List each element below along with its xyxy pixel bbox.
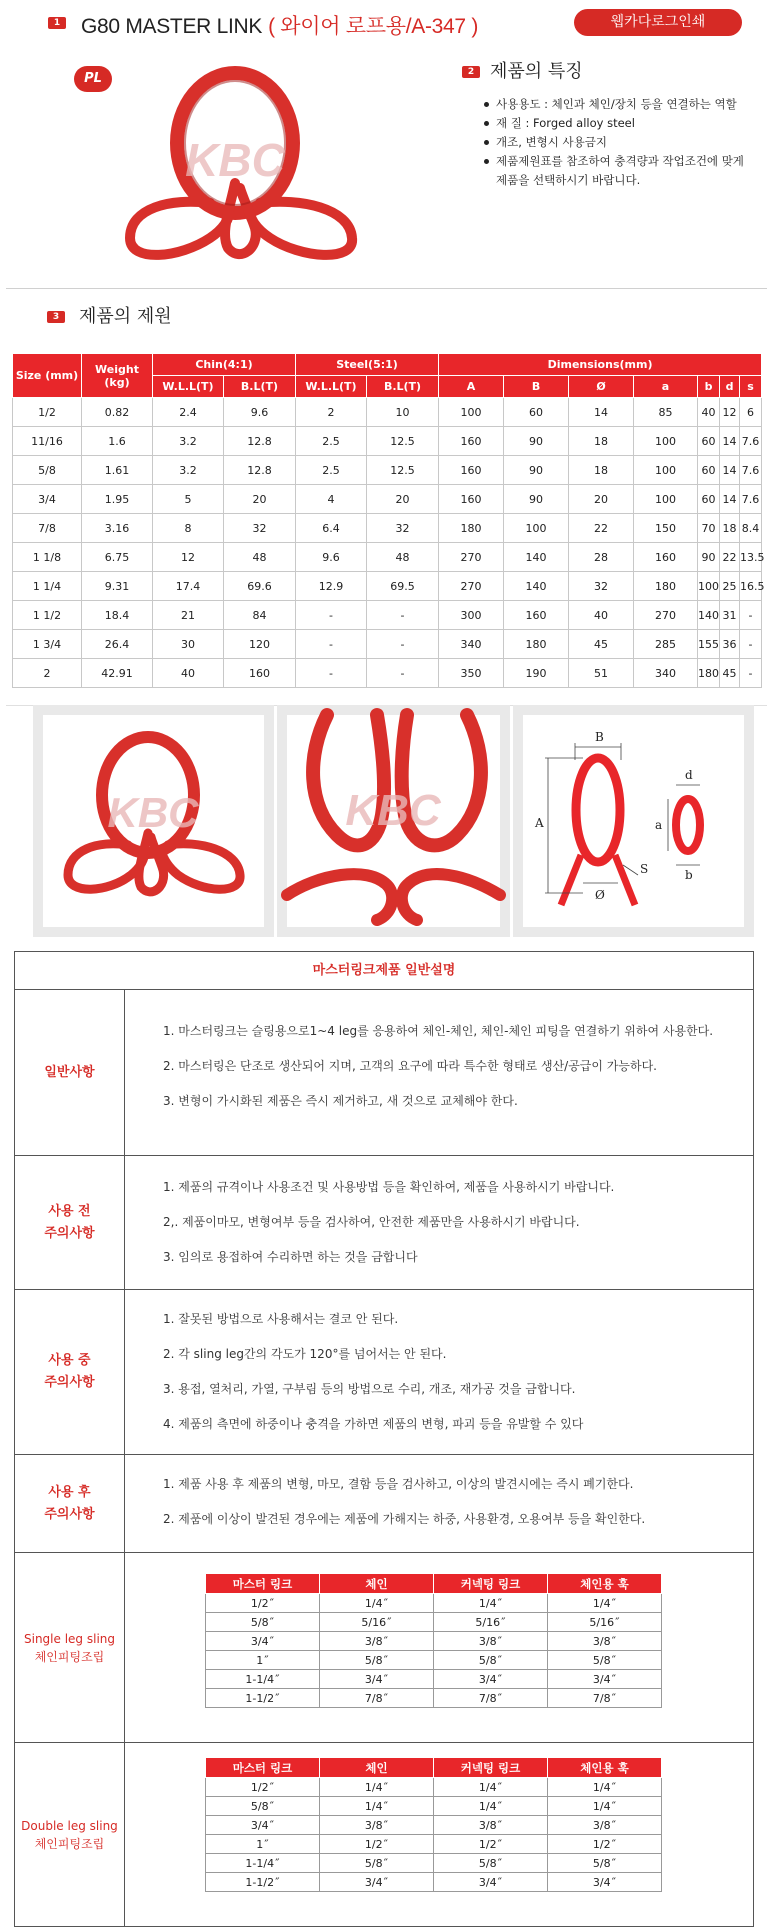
table-row <box>13 543 762 572</box>
table-row <box>13 572 762 601</box>
sling-header: 커넥팅 링크 <box>434 1758 548 1778</box>
table-cell: 180 <box>439 514 504 543</box>
photo-strip <box>0 705 773 945</box>
table-cell: 14 <box>720 485 740 514</box>
table-cell: 100 <box>698 572 720 601</box>
sling-header: 마스터 링크 <box>206 1758 320 1778</box>
desc-label: 사용 전 주의사항 <box>15 1156 125 1289</box>
table-cell: 140 <box>504 572 569 601</box>
table-cell: 285 <box>634 630 698 659</box>
desc-row-during-use <box>15 1290 753 1455</box>
table-cell: 190 <box>504 659 569 688</box>
table-row <box>206 1816 662 1835</box>
table-cell: 1-1/2˝ <box>206 1873 320 1892</box>
col-header-a: a <box>634 376 698 398</box>
table-row <box>13 659 762 688</box>
table-cell: 1/4˝ <box>320 1797 434 1816</box>
col-header-s: s <box>740 376 762 398</box>
master-link-photo <box>60 48 420 278</box>
feature-item: 재 질 : Forged alloy steel <box>482 114 772 133</box>
table-cell: 7.6 <box>740 456 762 485</box>
table-row <box>206 1873 662 1892</box>
desc-row-double-leg <box>15 1743 753 1926</box>
table-cell: 12.9 <box>296 572 367 601</box>
table-cell: 1/2 <box>13 398 82 427</box>
table-row <box>206 1670 662 1689</box>
photo-watermark: KBC <box>345 786 441 835</box>
single-leg-table <box>205 1573 662 1708</box>
table-cell: 10 <box>367 398 439 427</box>
table-cell: 155 <box>698 630 720 659</box>
table-row <box>206 1651 662 1670</box>
table-cell: 12 <box>153 543 224 572</box>
master-link-assembly-photo <box>43 715 264 927</box>
table-cell: 69.6 <box>224 572 296 601</box>
table-cell: 1.6 <box>82 427 153 456</box>
table-cell: 8 <box>153 514 224 543</box>
table-cell: 2.5 <box>296 427 367 456</box>
table-cell: 60 <box>698 427 720 456</box>
table-cell: 48 <box>224 543 296 572</box>
table-cell: 3.16 <box>82 514 153 543</box>
dimension-diagram <box>523 715 744 927</box>
table-cell: 5/8˝ <box>434 1854 548 1873</box>
table-cell: 3/8˝ <box>320 1816 434 1835</box>
table-cell: 140 <box>504 543 569 572</box>
title-subtitle: ( 와이어 로프용/A-347 ) <box>268 15 479 38</box>
col-header-size: Size (mm) <box>13 354 82 398</box>
table-cell: 85 <box>634 398 698 427</box>
col-header-steel-wll: W.L.L(T) <box>296 376 367 398</box>
table-cell: - <box>367 659 439 688</box>
table-row <box>206 1689 662 1708</box>
table-row <box>13 456 762 485</box>
table-cell: 3/4˝ <box>548 1670 662 1689</box>
table-cell: - <box>740 630 762 659</box>
table-cell: 5/8˝ <box>320 1651 434 1670</box>
desc-row-before-use <box>15 1156 753 1290</box>
table-cell: 69.5 <box>367 572 439 601</box>
table-cell: 270 <box>439 543 504 572</box>
table-cell: 350 <box>439 659 504 688</box>
table-row <box>206 1797 662 1816</box>
col-header-d: d <box>720 376 740 398</box>
desc-line: 1. 마스터링크는 슬링용으로1~4 leg를 응용하여 체인-체인, 체인-체인 피팅을 연결하기 위하여 사용한다. <box>163 1024 714 1038</box>
table-cell: 100 <box>634 485 698 514</box>
col-header-chin-wll: W.L.L(T) <box>153 376 224 398</box>
master-link-closeup-photo <box>287 715 500 927</box>
table-cell: 26.4 <box>82 630 153 659</box>
table-cell: 5/8˝ <box>206 1613 320 1632</box>
table-row <box>206 1613 662 1632</box>
table-cell: 1/2˝ <box>206 1594 320 1613</box>
table-cell: 51 <box>569 659 634 688</box>
table-cell: 150 <box>634 514 698 543</box>
table-cell: 42.91 <box>82 659 153 688</box>
features-list <box>482 95 772 190</box>
table-cell: 12.8 <box>224 427 296 456</box>
table-cell: 3/4˝ <box>548 1873 662 1892</box>
table-cell: 3/4 <box>13 485 82 514</box>
table-cell: 1/2˝ <box>548 1835 662 1854</box>
table-cell: 1.61 <box>82 456 153 485</box>
table-cell: 6 <box>740 398 762 427</box>
description-table <box>14 951 754 1927</box>
table-cell: 20 <box>569 485 634 514</box>
desc-line: 3. 용접, 열처리, 가열, 구부림 등의 방법으로 수리, 개조, 재가공 것을 금합니다. <box>163 1382 576 1396</box>
desc-line: 4. 제품의 측면에 하중이나 충격을 가하면 제품의 변형, 파괴 등을 유발할 수 있다 <box>163 1417 584 1431</box>
table-cell: 16.5 <box>740 572 762 601</box>
photo-box-1 <box>33 705 274 937</box>
web-catalog-print-button[interactable]: 웹카다로그인쇄 <box>574 9 742 36</box>
table-cell: 3/8˝ <box>548 1632 662 1651</box>
photo-box-2 <box>277 705 510 937</box>
table-cell: 6.4 <box>296 514 367 543</box>
table-row <box>13 427 762 456</box>
table-cell: 14 <box>720 427 740 456</box>
table-cell: 3.2 <box>153 456 224 485</box>
table-cell: 5/16˝ <box>320 1613 434 1632</box>
table-cell: 5/16˝ <box>434 1613 548 1632</box>
dim-label-b: b <box>685 868 693 882</box>
desc-row-single-leg <box>15 1553 753 1743</box>
table-cell: 13.5 <box>740 543 762 572</box>
table-cell: 1/4˝ <box>320 1778 434 1797</box>
table-row <box>13 398 762 427</box>
double-leg-table <box>205 1757 662 1892</box>
col-header-steel: Steel(5:1) <box>296 354 439 376</box>
table-cell: 45 <box>720 659 740 688</box>
table-cell: 3/4˝ <box>206 1816 320 1835</box>
table-cell: 7/8 <box>13 514 82 543</box>
desc-label: 일반사항 <box>15 990 125 1155</box>
table-cell: 3.2 <box>153 427 224 456</box>
table-cell: 32 <box>224 514 296 543</box>
table-cell: 5/8 <box>13 456 82 485</box>
table-cell: 1/4˝ <box>320 1594 434 1613</box>
table-cell: 9.31 <box>82 572 153 601</box>
table-cell: 21 <box>153 601 224 630</box>
table-cell: 100 <box>634 427 698 456</box>
table-cell: 32 <box>367 514 439 543</box>
description-title: 마스터링크제품 일반설명 <box>15 952 753 990</box>
feature-item: 제품제원표를 참조하여 충격량과 작업조건에 맞게 <box>482 152 772 171</box>
table-cell: 7/8˝ <box>548 1689 662 1708</box>
table-cell: 12.5 <box>367 456 439 485</box>
desc-label: Double leg sling 체인피팅조립 <box>15 1743 125 1926</box>
table-cell: 1-1/4˝ <box>206 1670 320 1689</box>
table-cell: 4 <box>296 485 367 514</box>
desc-label: 사용 후 주의사항 <box>15 1455 125 1552</box>
table-cell: 5/16˝ <box>548 1613 662 1632</box>
table-cell: - <box>367 601 439 630</box>
table-row <box>13 514 762 543</box>
spec-title <box>47 302 172 328</box>
table-cell: 5/8˝ <box>206 1797 320 1816</box>
table-cell: 5 <box>153 485 224 514</box>
sling-header: 체인용 훅 <box>548 1758 662 1778</box>
table-cell: 160 <box>224 659 296 688</box>
desc-line: 2. 마스터링은 단조로 생산되어 지며, 고객의 요구에 따라 특수한 형태로 생산/공급이 가능하다. <box>163 1059 657 1073</box>
table-cell: 300 <box>439 601 504 630</box>
table-cell: 1˝ <box>206 1651 320 1670</box>
table-cell: 120 <box>224 630 296 659</box>
table-cell: 3/4˝ <box>320 1670 434 1689</box>
table-cell: 160 <box>439 427 504 456</box>
table-cell: 5/8˝ <box>548 1854 662 1873</box>
table-cell: 31 <box>720 601 740 630</box>
table-cell: 160 <box>439 456 504 485</box>
table-cell: 100 <box>504 514 569 543</box>
table-cell: 18 <box>569 427 634 456</box>
table-cell: 340 <box>634 659 698 688</box>
table-cell: 1/4˝ <box>434 1797 548 1816</box>
table-cell: - <box>740 601 762 630</box>
table-cell: 3/8˝ <box>320 1632 434 1651</box>
table-cell: 11/16 <box>13 427 82 456</box>
desc-line: 1. 잘못된 방법으로 사용해서는 결코 안 된다. <box>163 1312 399 1326</box>
table-cell: 140 <box>698 601 720 630</box>
title-main: G80 MASTER LINK <box>81 15 263 38</box>
table-cell: 1 1/2 <box>13 601 82 630</box>
sling-header: 체인 <box>320 1758 434 1778</box>
table-cell: 180 <box>504 630 569 659</box>
table-cell: 6.75 <box>82 543 153 572</box>
table-cell: 12.8 <box>224 456 296 485</box>
col-header-A: A <box>439 376 504 398</box>
table-cell: 100 <box>634 456 698 485</box>
table-cell: 5/8˝ <box>434 1651 548 1670</box>
table-cell: 32 <box>569 572 634 601</box>
table-cell: 270 <box>439 572 504 601</box>
table-cell: 3/4˝ <box>320 1873 434 1892</box>
table-cell: 9.6 <box>296 543 367 572</box>
table-cell: 3/8˝ <box>434 1816 548 1835</box>
divider <box>6 288 767 289</box>
table-cell: 1.95 <box>82 485 153 514</box>
table-cell: 30 <box>153 630 224 659</box>
table-cell: 180 <box>634 572 698 601</box>
table-cell: - <box>296 659 367 688</box>
table-cell: 1-1/2˝ <box>206 1689 320 1708</box>
table-row <box>206 1632 662 1651</box>
table-row <box>13 601 762 630</box>
table-row <box>206 1594 662 1613</box>
table-cell: 2.5 <box>296 456 367 485</box>
table-row <box>206 1778 662 1797</box>
table-cell: 3/4˝ <box>206 1632 320 1651</box>
table-cell: 1/4˝ <box>548 1594 662 1613</box>
sling-header: 체인 <box>320 1574 434 1594</box>
table-cell: 340 <box>439 630 504 659</box>
col-header-weight: Weight (kg) <box>82 354 153 398</box>
table-cell: 1˝ <box>206 1835 320 1854</box>
page-title <box>81 10 478 40</box>
table-cell: 45 <box>569 630 634 659</box>
sling-header: 커넥팅 링크 <box>434 1574 548 1594</box>
table-cell: 180 <box>698 659 720 688</box>
spec-title-text: 제품의 제원 <box>79 306 172 327</box>
col-header-steel-bl: B.L(T) <box>367 376 439 398</box>
section-number-badge: 2 <box>462 66 480 78</box>
table-cell: 70 <box>698 514 720 543</box>
table-cell: 270 <box>634 601 698 630</box>
desc-line: 2,. 제품이마모, 변형여부 등을 검사하여, 안전한 제품만을 사용하시기 바랍니다. <box>163 1215 580 1229</box>
dim-label-phi: Ø <box>595 888 605 902</box>
page-header <box>0 0 773 50</box>
table-cell: 1-1/4˝ <box>206 1854 320 1873</box>
spec-table <box>12 353 765 688</box>
table-cell: 1/4˝ <box>548 1797 662 1816</box>
section-number-badge: 1 <box>48 17 66 29</box>
table-cell: 1/4˝ <box>434 1778 548 1797</box>
photo-watermark: KBC <box>185 134 285 186</box>
table-cell: 2 <box>296 398 367 427</box>
table-cell: 17.4 <box>153 572 224 601</box>
table-cell: 84 <box>224 601 296 630</box>
table-cell: 18 <box>720 514 740 543</box>
features-title <box>462 57 583 83</box>
table-cell: 7.6 <box>740 427 762 456</box>
table-cell: 60 <box>504 398 569 427</box>
table-cell: 18.4 <box>82 601 153 630</box>
table-cell: 20 <box>224 485 296 514</box>
table-cell: 2.4 <box>153 398 224 427</box>
table-cell: 160 <box>439 485 504 514</box>
table-cell: 90 <box>504 456 569 485</box>
table-cell: 90 <box>698 543 720 572</box>
sling-header: 체인용 훅 <box>548 1574 662 1594</box>
table-row <box>206 1835 662 1854</box>
table-cell: - <box>740 659 762 688</box>
table-cell: 1 1/4 <box>13 572 82 601</box>
table-cell: 90 <box>504 485 569 514</box>
col-header-phi: Ø <box>569 376 634 398</box>
features-title-text: 제품의 특징 <box>490 61 583 82</box>
table-cell: 0.82 <box>82 398 153 427</box>
table-cell: 7/8˝ <box>320 1689 434 1708</box>
col-header-B: B <box>504 376 569 398</box>
table-cell: 3/4˝ <box>434 1873 548 1892</box>
table-cell: 18 <box>569 456 634 485</box>
table-cell: 60 <box>698 456 720 485</box>
table-cell: 12 <box>720 398 740 427</box>
table-cell: 40 <box>698 398 720 427</box>
table-cell: 1 3/4 <box>13 630 82 659</box>
table-cell: 2 <box>13 659 82 688</box>
table-cell: - <box>296 630 367 659</box>
desc-row-after-use <box>15 1455 753 1553</box>
col-header-b: b <box>698 376 720 398</box>
table-cell: 90 <box>504 427 569 456</box>
table-cell: 5/8˝ <box>320 1854 434 1873</box>
desc-line: 2. 제품에 이상이 발견된 경우에는 제품에 가해지는 하중, 사용환경, 오용여부 등을 확인한다. <box>163 1512 646 1526</box>
table-row <box>13 485 762 514</box>
table-cell: 1/4˝ <box>548 1778 662 1797</box>
table-cell: - <box>296 601 367 630</box>
col-header-dimensions: Dimensions(mm) <box>439 354 762 376</box>
desc-line: 3. 변형이 가시화된 제품은 즉시 제거하고, 새 것으로 교체해야 한다. <box>163 1094 518 1108</box>
sling-header: 마스터 링크 <box>206 1574 320 1594</box>
desc-line: 1. 제품 사용 후 제품의 변형, 마모, 결함 등을 검사하고, 이상의 발견시에는 즉시 폐기한다. <box>163 1477 634 1491</box>
table-cell: 3/8˝ <box>434 1632 548 1651</box>
table-cell: 160 <box>504 601 569 630</box>
desc-row-general <box>15 990 753 1156</box>
photo-watermark: KBC <box>107 789 199 836</box>
section-number-badge: 3 <box>47 311 65 323</box>
desc-line: 2. 각 sling leg간의 각도가 120°를 넘어서는 안 된다. <box>163 1347 447 1361</box>
dim-label-B: B <box>595 730 604 744</box>
table-cell: 60 <box>698 485 720 514</box>
table-cell: 8.4 <box>740 514 762 543</box>
table-cell: 40 <box>153 659 224 688</box>
feature-item: 사용용도 : 체인과 체인/장치 등을 연결하는 역할 <box>482 95 772 114</box>
table-cell: 3/8˝ <box>548 1816 662 1835</box>
desc-label: 사용 중 주의사항 <box>15 1290 125 1454</box>
table-cell: 5/8˝ <box>548 1651 662 1670</box>
table-cell: 48 <box>367 543 439 572</box>
dim-label-d: d <box>685 768 693 782</box>
table-cell: 160 <box>634 543 698 572</box>
table-cell: 1/2˝ <box>206 1778 320 1797</box>
table-cell: 9.6 <box>224 398 296 427</box>
desc-line: 1. 제품의 규격이나 사용조건 및 사용방법 등을 확인하여, 제품을 사용하시기 바랍니다. <box>163 1180 615 1194</box>
table-cell: 12.5 <box>367 427 439 456</box>
pl-badge: PL <box>74 66 112 92</box>
desc-line: 3. 임의로 용접하여 수리하면 하는 것을 금합니다 <box>163 1250 418 1264</box>
table-cell: 25 <box>720 572 740 601</box>
table-cell: 22 <box>720 543 740 572</box>
table-cell: 14 <box>720 456 740 485</box>
table-cell: 14 <box>569 398 634 427</box>
photo-box-3 <box>513 705 754 937</box>
feature-item: 개조, 변형시 사용금지 <box>482 133 772 152</box>
col-header-chin: Chin(4:1) <box>153 354 296 376</box>
table-cell: 3/4˝ <box>434 1670 548 1689</box>
dim-label-a: a <box>655 818 663 832</box>
dim-label-s: S <box>640 862 649 876</box>
table-row <box>13 630 762 659</box>
table-cell: 100 <box>439 398 504 427</box>
col-header-chin-bl: B.L(T) <box>224 376 296 398</box>
table-cell: 1/2˝ <box>320 1835 434 1854</box>
feature-item: 제품을 선택하시기 바랍니다. <box>496 173 641 187</box>
table-cell: 7/8˝ <box>434 1689 548 1708</box>
table-cell: 1/2˝ <box>434 1835 548 1854</box>
table-cell: 40 <box>569 601 634 630</box>
table-cell: - <box>367 630 439 659</box>
desc-label: Single leg sling 체인피팅조립 <box>15 1553 125 1742</box>
table-row <box>206 1854 662 1873</box>
table-cell: 20 <box>367 485 439 514</box>
table-cell: 1/4˝ <box>434 1594 548 1613</box>
table-cell: 36 <box>720 630 740 659</box>
table-cell: 1 1/8 <box>13 543 82 572</box>
table-cell: 7.6 <box>740 485 762 514</box>
dim-label-A: A <box>535 816 544 830</box>
table-cell: 22 <box>569 514 634 543</box>
table-cell: 28 <box>569 543 634 572</box>
